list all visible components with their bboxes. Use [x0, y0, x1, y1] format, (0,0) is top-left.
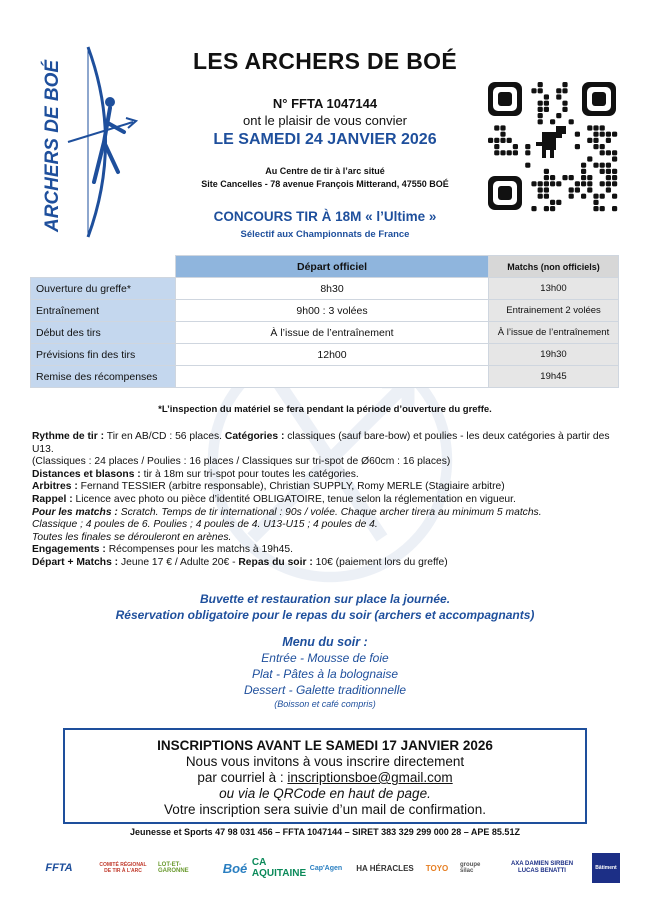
ffta-number: N° FFTA 1047144 — [272, 96, 378, 111]
row-label: Prévisions fin des tirs — [31, 344, 176, 366]
distances-text: tir à 18m sur tri-spot pour toutes les catégories. — [143, 468, 359, 480]
qr-module — [606, 181, 611, 186]
logo-text: ARCHERS DE BOÉ — [42, 59, 63, 232]
buvette-line-1: Buvette et restauration sur place la journée. — [199, 592, 451, 606]
qr-module — [606, 175, 611, 180]
qr-module — [500, 138, 505, 143]
qr-module — [593, 132, 598, 137]
qr-module — [494, 138, 499, 143]
table-row — [31, 278, 619, 300]
qr-module — [556, 94, 561, 99]
qr-module — [500, 125, 505, 130]
qr-module — [587, 125, 592, 130]
arbitres-text: Fernand TESSIER (arbitre responsable), Christian SUPPLY, Romy MERLE (Stagiaire arbitre) — [80, 481, 505, 493]
schedule-table — [30, 255, 619, 388]
qr-module — [581, 181, 586, 186]
sponsor-logo-lot-et-garonne: LOT-ET-GARONNE — [158, 862, 189, 874]
qr-module — [507, 138, 512, 143]
qr-module — [550, 200, 555, 205]
qr-module — [606, 187, 611, 192]
row-official — [176, 366, 489, 388]
qr-module — [569, 119, 574, 124]
rythme-text: Tir en AB/CD : 56 places. — [106, 431, 223, 442]
sponsor-logo-silac: groupe silac — [460, 862, 481, 874]
table-row — [31, 322, 619, 344]
row-matches: 19h45 — [489, 366, 619, 388]
qr-module — [575, 144, 580, 149]
sponsor-logo-boe: Boé — [222, 860, 248, 876]
invitation-text: ont le plaisir de vous convier — [242, 113, 408, 128]
qr-module — [593, 144, 598, 149]
sponsor-logo-batiment: Bâtiment — [592, 853, 620, 883]
qr-module — [513, 150, 518, 155]
qr-module — [569, 187, 574, 192]
qr-module — [531, 88, 536, 93]
menu-title: Menu du soir : — [282, 635, 368, 649]
inscription-line-1: Nous vous invitons à vous inscrire directement — [185, 754, 465, 769]
col-official-header: Départ officiel — [176, 256, 489, 278]
distances-label: Distances et blasons : — [32, 468, 141, 480]
details-block — [32, 431, 620, 570]
qr-module — [581, 169, 586, 174]
qr-module — [544, 101, 549, 106]
qr-module — [562, 175, 567, 180]
qr-module — [525, 144, 530, 149]
qr-module — [538, 88, 543, 93]
row-official: 8h30 — [176, 278, 489, 300]
rythme-label: Rythme de tir : — [32, 431, 105, 442]
qr-module — [500, 132, 505, 137]
row-matches: 19h30 — [489, 344, 619, 366]
qr-module — [550, 206, 555, 211]
qr-module — [550, 181, 555, 186]
buvette-line-2: Réservation obligatoire pour le repas du soir (archers et accompagnants) — [115, 608, 535, 622]
row-label: Remise des récompenses — [31, 366, 176, 388]
qr-module — [593, 206, 598, 211]
sponsor-logo-capagen: Cap'Agen — [309, 864, 343, 872]
qr-module — [606, 138, 611, 143]
qr-module — [600, 132, 605, 137]
menu-note: (Boisson et café compris) — [274, 699, 376, 709]
club-logo — [28, 42, 138, 242]
sponsor-logo-comite: COMITÉ RÉGIONAL DE TIR À L’ARC — [99, 862, 147, 874]
venue-line-2: Site Cancelles - 78 avenue François Mitterand, 47550 BOÉ — [201, 179, 449, 189]
qr-module — [612, 169, 617, 174]
row-label: Entraînement — [31, 300, 176, 322]
qr-module — [562, 82, 567, 87]
matchs-label: Pour les matchs : — [32, 506, 118, 518]
qr-module — [593, 125, 598, 130]
qr-module — [538, 82, 543, 87]
qr-module — [544, 169, 549, 174]
qr-module — [544, 94, 549, 99]
repas-text: 10€ (paiement lors du greffe) — [315, 556, 448, 568]
row-official: 9h00 : 3 volées — [176, 300, 489, 322]
footer-registration: Jeunesse et Sports 47 98 031 456 – FFTA 1047144 – SIRET 383 329 299 000 28 – APE 85.51Z — [130, 827, 520, 837]
venue-line-1: Au Centre de tir à l’arc situé — [265, 166, 385, 176]
qr-module — [488, 138, 493, 143]
qr-module — [581, 194, 586, 199]
buvette-block — [60, 591, 590, 623]
qr-module — [538, 113, 543, 118]
qr-module — [556, 181, 561, 186]
qr-module — [600, 206, 605, 211]
qr-module — [600, 169, 605, 174]
menu-plat: Plat - Pâtes à la bolognaise — [251, 667, 399, 681]
qr-module — [612, 181, 617, 186]
categories-text: classiques (sauf bare-bow) et poulies - les deux catégories à partir des U13. — [32, 431, 610, 455]
row-official: 12h00 — [176, 344, 489, 366]
qr-module — [612, 150, 617, 155]
inscription-email-link[interactable]: inscriptionsboe@gmail.com — [287, 770, 453, 785]
repas-label: Repas du soir : — [238, 556, 313, 568]
qr-module — [550, 175, 555, 180]
qr-module — [575, 181, 580, 186]
table-row — [31, 366, 619, 388]
qr-module — [600, 163, 605, 168]
qr-module — [593, 194, 598, 199]
qr-module — [612, 132, 617, 137]
qr-module — [500, 150, 505, 155]
qr-module — [531, 206, 536, 211]
qr-module — [612, 206, 617, 211]
qr-module — [600, 181, 605, 186]
qr-module — [544, 107, 549, 112]
qr-module — [575, 187, 580, 192]
qr-module — [600, 125, 605, 130]
qr-code[interactable] — [486, 80, 618, 212]
qr-module — [569, 175, 574, 180]
qr-module — [556, 200, 561, 205]
qr-module — [587, 156, 592, 161]
row-matches: Entrainement 2 volées — [489, 300, 619, 322]
qr-module — [593, 138, 598, 143]
qr-module — [531, 181, 536, 186]
menu-dessert: Dessert - Galette traditionnelle — [243, 683, 407, 697]
categories-label: Catégories : — [224, 431, 285, 442]
qr-module — [593, 200, 598, 205]
qr-module — [544, 194, 549, 199]
qr-module — [538, 187, 543, 192]
qr-module — [556, 113, 561, 118]
qr-module — [556, 88, 561, 93]
row-official: À l’issue de l’entraînement — [176, 322, 489, 344]
sponsor-logos — [30, 848, 620, 888]
page-title: LES ARCHERS DE BOÉ — [193, 48, 457, 74]
qr-module — [525, 150, 530, 155]
qr-module — [538, 181, 543, 186]
qr-module — [538, 107, 543, 112]
qr-module — [562, 107, 567, 112]
engagements-text: Récompenses pour les matchs à 19h45. — [108, 544, 293, 556]
depart-text: Jeune 17 € / Adulte 20€ - — [121, 556, 236, 568]
qr-module — [587, 181, 592, 186]
depart-label: Départ + Matchs : — [32, 556, 119, 568]
matchs-text-2: Classique ; 4 poules de 6. Poulies ; 4 poules de 4. U13-U15 ; 4 poules de 4. — [32, 519, 378, 531]
menu-block — [100, 634, 550, 710]
qr-module — [606, 132, 611, 137]
qr-module — [507, 150, 512, 155]
qr-module — [494, 144, 499, 149]
classiques-text: (Classiques : 24 places / Poulies : 16 places / Classiques sur tri-spot de Ø60cm : 16 places) — [32, 456, 451, 468]
qr-module — [544, 187, 549, 192]
sponsor-logo-credit-agricole: CA AQUITAINE — [251, 857, 307, 879]
qr-module — [587, 138, 592, 143]
arbitres-label: Arbitres : — [32, 481, 78, 493]
qr-module — [600, 150, 605, 155]
engagements-label: Engagements : — [32, 544, 106, 556]
sponsor-logo-heracles: HA HÉRACLES — [356, 863, 414, 873]
inscription-line-4: Votre inscription sera suivie d’un mail de confirmation. — [164, 802, 486, 817]
table-row — [31, 300, 619, 322]
qr-module — [562, 101, 567, 106]
row-matches: 13h00 — [489, 278, 619, 300]
inscription-box — [63, 728, 587, 824]
qr-module — [494, 125, 499, 130]
qr-module — [612, 194, 617, 199]
qr-module — [525, 163, 530, 168]
qr-module — [544, 206, 549, 211]
qr-module — [600, 144, 605, 149]
qr-module — [587, 175, 592, 180]
qr-module — [538, 119, 543, 124]
qr-module — [612, 156, 617, 161]
qr-module — [569, 194, 574, 199]
qr-module — [538, 194, 543, 199]
col-matches-header: Matchs (non officiels) — [489, 256, 619, 278]
menu-entree: Entrée - Mousse de foie — [261, 651, 389, 665]
inspection-note: *L’inspection du matériel se fera pendant la période d’ouverture du greffe. — [158, 404, 492, 415]
row-matches: À l’issue de l’entraînement — [489, 322, 619, 344]
selectif-subtitle: Sélectif aux Championnats de France — [240, 229, 410, 240]
qr-module — [606, 169, 611, 174]
qr-module — [544, 181, 549, 186]
row-label: Ouverture du greffe* — [31, 278, 176, 300]
inscription-line-3: ou via le QRCode en haut de page. — [219, 786, 431, 801]
concours-title: CONCOURS TIR À 18M « l’Ultime » — [213, 209, 437, 224]
qr-module — [581, 163, 586, 168]
table-row — [31, 344, 619, 366]
sponsor-logo-ffta: FFTA — [45, 862, 73, 874]
qr-module — [612, 175, 617, 180]
sponsor-logo-axa: AXA DAMIEN SIRBEN LUCAS BENATTI — [510, 861, 574, 874]
qr-module — [562, 88, 567, 93]
event-date: LE SAMEDI 24 JANVIER 2026 — [213, 131, 437, 148]
inscription-headline: INSCRIPTIONS AVANT LE SAMEDI 17 JANVIER 2026 — [157, 738, 493, 753]
sponsor-logo-toyo: TOYO — [425, 863, 449, 873]
qr-module — [544, 175, 549, 180]
qr-module — [587, 187, 592, 192]
row-label: Début des tirs — [31, 322, 176, 344]
qr-module — [550, 119, 555, 124]
qr-module — [575, 132, 580, 137]
matchs-text-1: Scratch. Temps de tir international : 90s / volée. Chaque archer tirera au minimum 5 matchs. — [120, 506, 542, 518]
qr-module — [600, 194, 605, 199]
qr-module — [606, 150, 611, 155]
rappel-text: Licence avec photo ou pièce d’identité OBLIGATOIRE, tenue selon la réglementation en vigueur. — [75, 493, 516, 505]
qr-module — [606, 163, 611, 168]
rappel-label: Rappel : — [32, 493, 73, 505]
qr-module — [513, 144, 518, 149]
qr-module — [593, 163, 598, 168]
qr-module — [494, 150, 499, 155]
inscription-line-2: par courriel à : — [197, 770, 284, 785]
qr-module — [581, 175, 586, 180]
qr-module — [538, 101, 543, 106]
matchs-text-3: Toutes les finales se dérouleront en arènes. — [32, 531, 232, 543]
